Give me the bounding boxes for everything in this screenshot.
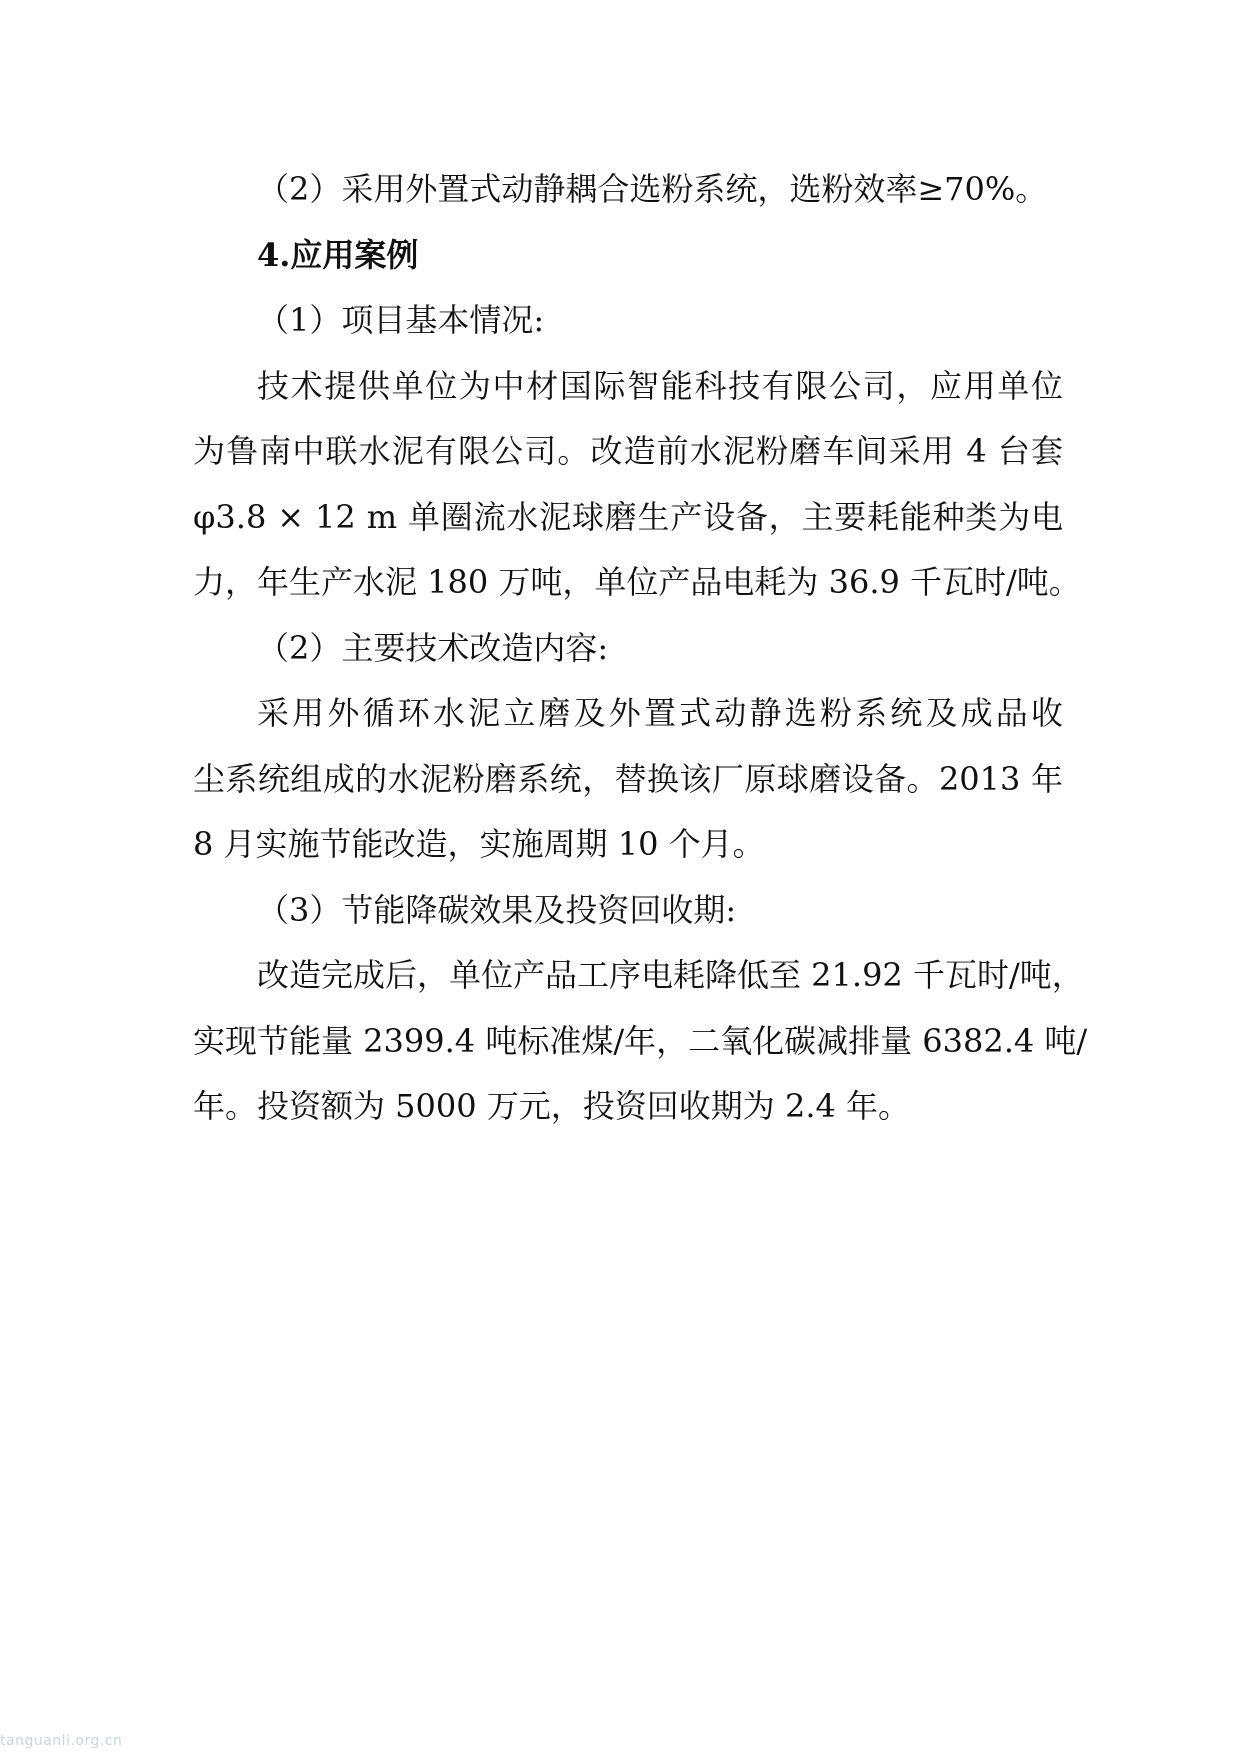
paragraph-line: 8 月实施节能改造，实施周期 10 个月。	[193, 825, 765, 863]
paragraph-line: 技术提供单位为中材国际智能科技有限公司，应用单位	[257, 367, 1063, 405]
subsection-heading: （1）项目基本情况:	[257, 301, 545, 339]
paragraph-line: 为鲁南中联水泥有限公司。改造前水泥粉磨车间采用 4 台套	[193, 432, 1063, 470]
subsection-heading: （3）节能降碳效果及投资回收期:	[257, 891, 737, 929]
site-watermark: tanguanli.org.cn	[0, 1733, 123, 1749]
paragraph-line: 力，年生产水泥 180 万吨，单位产品电耗为 36.9 千瓦时/吨。	[193, 563, 1081, 601]
paragraph-line: 年。投资额为 5000 万元，投资回收期为 2.4 年。	[193, 1087, 911, 1125]
paragraph-line: 尘系统组成的水泥粉磨系统，替换该厂原球磨设备。2013 年	[193, 760, 1063, 798]
subsection-heading: （2）主要技术改造内容:	[257, 629, 609, 667]
paragraph-line: 实现节能量 2399.4 吨标准煤/年，二氧化碳减排量 6382.4 吨/	[193, 1022, 1088, 1060]
section-heading: 4.应用案例	[257, 236, 419, 274]
paragraph-line: 改造完成后，单位产品工序电耗降低至 21.92 千瓦时/吨，	[257, 956, 1084, 994]
paragraph-line: φ3.8 × 12 m 单圈流水泥球磨生产设备，主要耗能种类为电	[193, 498, 1063, 536]
paragraph-line: （2）采用外置式动静耦合选粉系统，选粉效率≥70%。	[257, 170, 1048, 208]
paragraph-line: 采用外循环水泥立磨及外置式动静选粉系统及成品收	[257, 694, 1063, 732]
